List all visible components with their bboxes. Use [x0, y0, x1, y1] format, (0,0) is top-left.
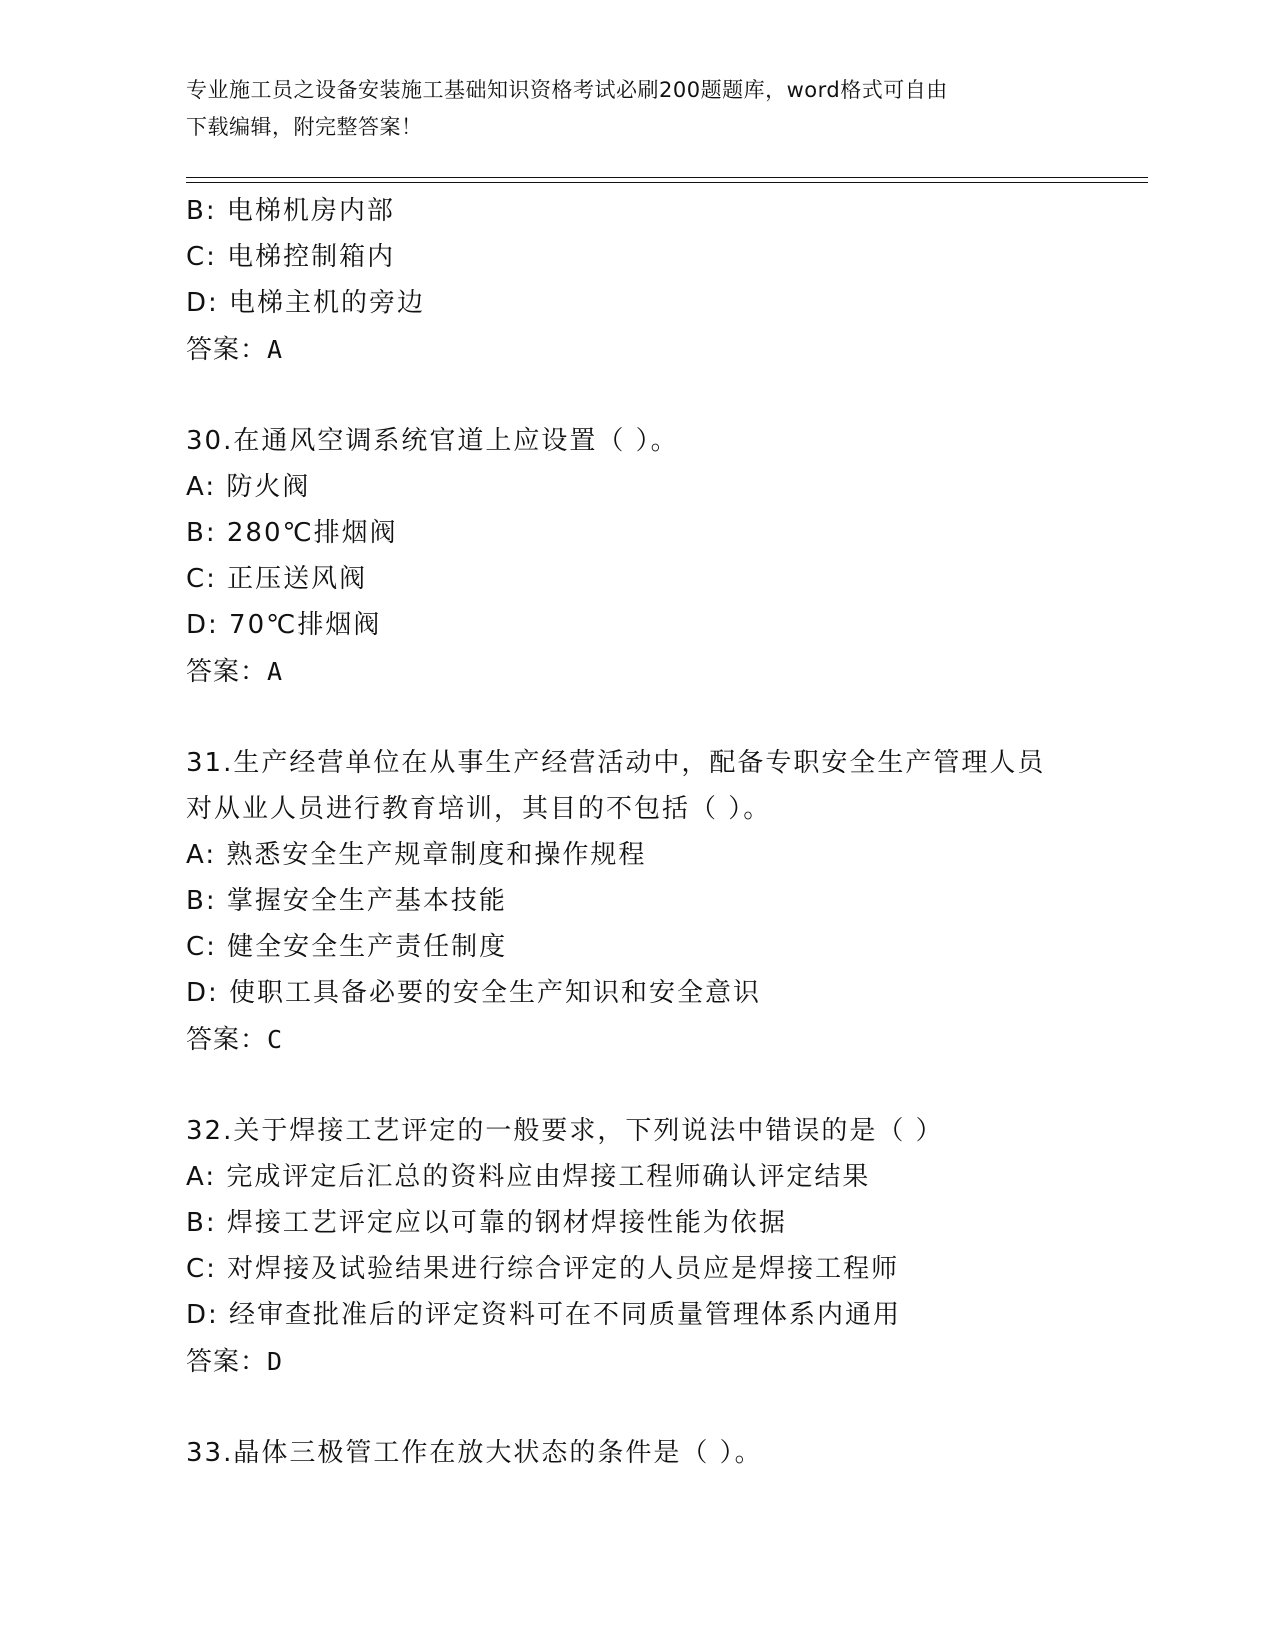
answer-label: 答案：	[186, 1024, 268, 1054]
document-body	[186, 188, 1186, 1476]
option-d: D: 使职工具备必要的安全生产知识和安全意识	[186, 978, 762, 1008]
answer-label: 答案：	[186, 334, 268, 364]
answer-label: 答案：	[186, 1346, 268, 1376]
option-d: D: 70℃排烟阀	[186, 610, 382, 640]
document-header	[186, 72, 1086, 146]
option-a: A: 防火阀	[186, 472, 311, 502]
answer-line	[186, 648, 1186, 694]
question-31	[186, 740, 1186, 1062]
answer-line	[186, 1016, 1186, 1062]
option-c: C: 健全安全生产责任制度	[186, 932, 508, 962]
option-b: B: 电梯机房内部	[186, 196, 395, 226]
question-30	[186, 418, 1186, 694]
option-a: A: 完成评定后汇总的资料应由焊接工程师确认评定结果	[186, 1162, 871, 1192]
header-divider-bottom	[186, 182, 1148, 183]
option-a: A: 熟悉安全生产规章制度和操作规程	[186, 840, 647, 870]
option-b: B: 掌握安全生产基本技能	[186, 886, 507, 916]
carryover-question	[186, 188, 1186, 372]
option-d: D: 电梯主机的旁边	[186, 288, 426, 318]
option-d: D: 经审查批准后的评定资料可在不同质量管理体系内通用	[186, 1300, 902, 1330]
option-c: C: 电梯控制箱内	[186, 242, 396, 272]
option-c: C: 对焊接及试验结果进行综合评定的人员应是焊接工程师	[186, 1254, 900, 1284]
question-stem: 32.关于焊接工艺评定的一般要求，下列说法中错误的是（ ）	[186, 1116, 944, 1146]
option-b: B: 280℃排烟阀	[186, 518, 398, 548]
question-33	[186, 1430, 1186, 1476]
header-divider-top	[186, 177, 1148, 178]
header-line-1: 专业施工员之设备安装施工基础知识资格考试必刷200题题库，word格式可自由	[186, 78, 948, 102]
question-stem-line-2: 对从业人员进行教育培训，其目的不包括（ ）。	[186, 794, 772, 824]
question-stem: 33.晶体三极管工作在放大状态的条件是（ ）。	[186, 1438, 763, 1468]
answer-label: 答案：	[186, 656, 268, 686]
answer-line	[186, 1338, 1186, 1384]
question-stem-line-1: 31.生产经营单位在从事生产经营活动中，配备专职安全生产管理人员	[186, 748, 1046, 778]
option-b: B: 焊接工艺评定应以可靠的钢材焊接性能为依据	[186, 1208, 787, 1238]
question-32	[186, 1108, 1186, 1384]
option-c: C: 正压送风阀	[186, 564, 368, 594]
answer-line	[186, 326, 1186, 372]
answer-value: A	[267, 335, 284, 364]
answer-value: C	[267, 1025, 284, 1054]
question-stem: 30.在通风空调系统官道上应设置（ ）。	[186, 426, 679, 456]
header-line-2: 下载编辑，附完整答案！	[186, 115, 423, 139]
answer-value: D	[267, 1347, 284, 1376]
answer-value: A	[267, 657, 284, 686]
